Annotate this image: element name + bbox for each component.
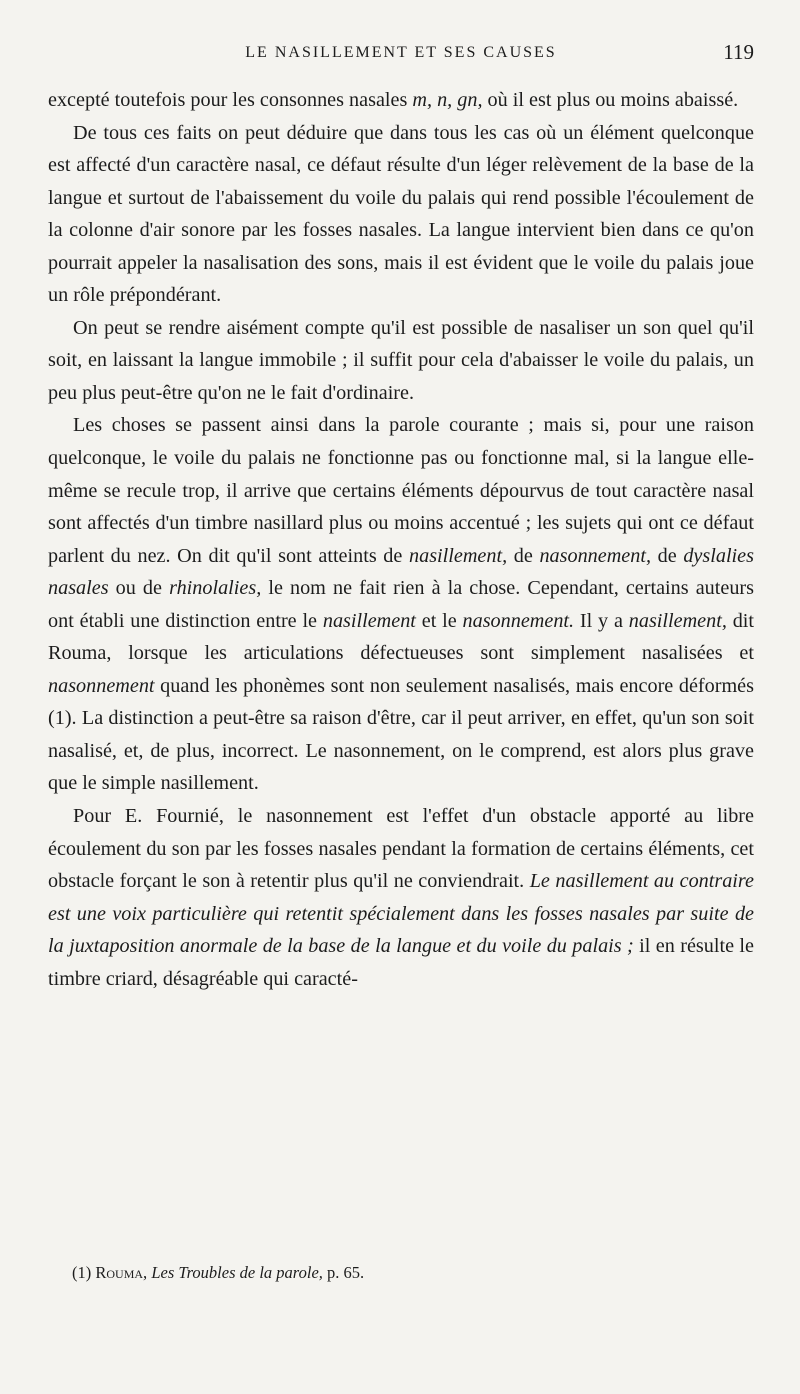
paragraph-0 — [48, 84, 754, 117]
italic-run: nasillement, — [409, 544, 508, 567]
text-run: dit Rouma, lorsque les articulations défectueuses sont simplement nasalisées et — [48, 609, 755, 665]
text-run: ou de — [108, 577, 170, 600]
text-run: On peut se rendre aisément compte qu'il est possible de nasaliser un son quel qu'il soit, en laissant la langue immobile ; il suffit pour cela d'abaisser le voile du palais, un peu plus peut-être qu'on ne le fait d'ordinaire. — [48, 316, 754, 404]
footnote — [72, 1262, 754, 1284]
paragraph-1 — [48, 117, 754, 312]
text-run: où il est plus ou moins abaissé. — [482, 89, 739, 111]
footnote-marker: (1) — [72, 1263, 92, 1282]
text-run: excepté toutefois pour les consonnes nasales — [48, 89, 413, 111]
running-head — [48, 40, 754, 70]
page-number: 119 — [723, 40, 754, 64]
paragraph-3 — [48, 409, 754, 800]
running-head-title: LE NASILLEMENT ET SES CAUSES — [245, 44, 557, 61]
text-run: de — [651, 544, 684, 567]
text-run: et le — [415, 609, 463, 632]
text-run: de — [507, 544, 540, 567]
footnote-title: Les Troubles de la parole, — [151, 1263, 323, 1282]
paragraph-4 — [48, 800, 754, 995]
italic-run: Le nasillement au contraire est une voix particulière qui retentit spécialement dans les fosses nasales par suite de la juxtaposition anormale de la base de la langue et du voile du palais ; — [48, 870, 754, 958]
footnote-author: Rouma, — [95, 1263, 148, 1282]
text-run: le nom ne fait rien à la chose. Cependant, certains auteurs ont établi une distinction entre le — [48, 577, 755, 632]
text-run: quand les phonèmes sont non seulement nasalisés, mais encore déformés (1). La distinction a peut-être sa raison d'être, car il peut arriver, en effet, qu'un son soit nasalisé, et, de plus, incorrect. Le nasonnement, on le comprend, est alors plus grave que le simple nasillement. — [48, 674, 754, 795]
text-run: Pour E. Fournié, le nasonnement est l'effet d'un obstacle apporté au libre écoulement du son par les fosses nasales pendant la formation de certains éléments, cet obstacle forçant le son à retentir plus qu'il ne conviendrait. — [48, 805, 754, 893]
italic-run: rhinolalies, — [169, 577, 262, 600]
body-text — [48, 84, 754, 995]
italic-run: nasonnement, — [539, 544, 652, 567]
footnote-page: p. 65. — [327, 1263, 365, 1282]
italic-run: m, n, gn, — [412, 89, 483, 111]
text-run: Les choses se passent ainsi dans la parole courante ; mais si, pour une raison quelconque, le voile du palais ne fonctionne pas ou fonctionne mal, si la langue elle-même se recule trop, il arrive que certains éléments dépourvus de tout caractère nasal sont affectés d'un timbre nasillard plus ou moins accentué ; les sujets qui ont ce défaut parlent du nez. On dit qu'il sont atteints de — [48, 414, 754, 567]
text-run: De tous ces faits on peut déduire que dans tous les cas où un élément quelconque est affecté d'un caractère nasal, ce défaut résulte d'un léger relèvement de la base de la langue et surtout de l'abaissement du voile du palais qui rend possible l'écoulement de la colonne d'air sonore par les fosses nasales. La langue intervient bien dans ce qu'on pourrait appeler la nasalisation des sons, mais il est évident que le voile du palais joue un rôle prépondérant. — [48, 121, 754, 307]
italic-run: nasonnement. — [462, 609, 575, 632]
text-run: il en résulte le timbre criard, désagréable qui caracté- — [48, 935, 754, 990]
italic-run: nasonnement — [48, 674, 155, 697]
italic-run: nasillement, — [628, 609, 727, 632]
paragraph-2 — [48, 312, 754, 410]
text-run: Il y a — [574, 609, 629, 632]
italic-run: dyslalies nasales — [48, 544, 754, 600]
italic-run: nasillement — [322, 609, 416, 632]
